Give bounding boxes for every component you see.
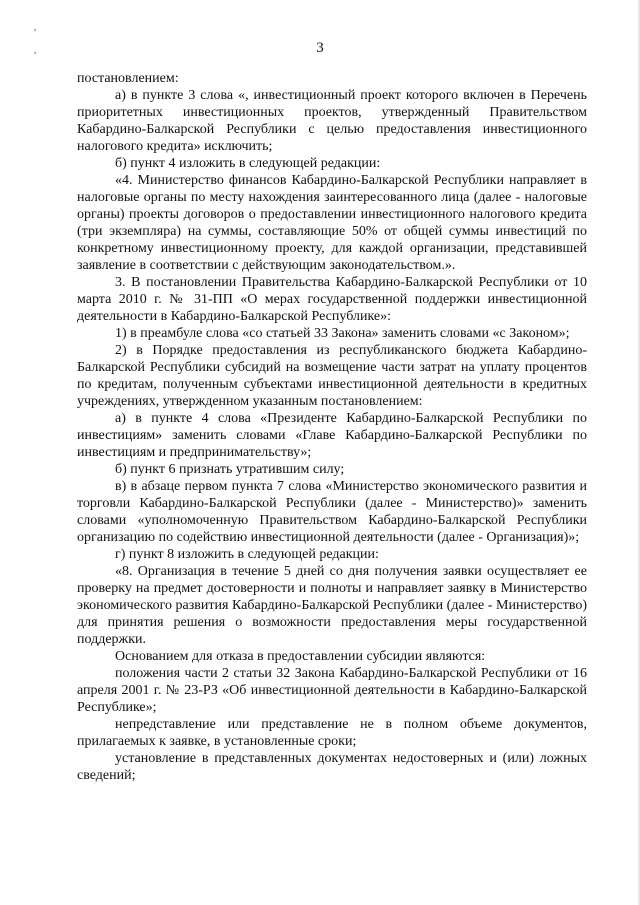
paragraph: б) пункт 4 изложить в следующей редакции:: [115, 156, 381, 171]
paragraph: г) пункт 8 изложить в следующей редакции:: [115, 547, 379, 562]
paragraph: непредставление или представление не в полном объеме документов, прилагаемых к заявке, в установленные сроки;: [77, 717, 587, 749]
paragraph: постановлением:: [77, 71, 179, 86]
paragraph: а) в пункте 3 слова «, инвестиционный проект которого включен в Перечень приоритетных инвестиционных проектов, утвержденный Правительством Кабардино-Балкарской Республики с целью предоставления инвестиционного налогового кредита» исключить;: [77, 88, 587, 154]
page-number: 3: [316, 40, 324, 56]
paragraph: «8. Организация в течение 5 дней со дня получения заявки осуществляет ее проверку на предмет достоверности и полноты и направляет заявку в Министерство экономического развития Кабардино-Балкарской Республики (далее - Министерство) для принятия решения о возможности предоставления меры государственной поддержки.: [77, 564, 587, 647]
margin-mark: ,: [34, 45, 37, 55]
paragraph: 1) в преамбуле слова «со статьей 33 Закона» заменить словами «с Законом»;: [115, 326, 570, 341]
paragraph: «4. Министерство финансов Кабардино-Балкарской Республики направляет в налоговые органы по месту нахождения заинтересованного лица (далее - налоговые органы) проекты договоров о предоставлении инвестиционного налогового кредита (три экземпляра) на суммы, составляющие 50% от общей суммы инвестиций по конкретному инвестиционному проекту, для каждой организации, представившей заявление в соответствии с действующим законодательством.».: [77, 173, 587, 273]
paragraph: в) в абзаце первом пункта 7 слова «Министерство экономического развития и торговли Кабардино-Балкарской Республики (далее - Министерство)» заменить словами «уполномоченную Правительством Кабардино-Балкарской Республики организацию по содействию инвестиционной деятельности (далее - Организация)»;: [77, 479, 587, 545]
paragraph: б) пункт 6 признать утратившим силу;: [115, 462, 345, 477]
paragraph: установление в представленных документах недостоверных и (или) ложных сведений;: [77, 751, 587, 783]
paragraph: 2) в Порядке предоставления из республиканского бюджета Кабардино-Балкарской Республики субсидий на возмещение части затрат на уплату процентов по кредитам, полученным субъектами инвестиционной деятельности в кредитных учреждениях, утвержденном указанным постановлением:: [77, 343, 587, 409]
paragraph: 3. В постановлении Правительства Кабардино-Балкарской Республики от 10 марта 2010 г. № 31-ПП «О мерах государственной поддержки инвестиционной деятельности в Кабардино-Балкарской Республике»:: [77, 275, 587, 324]
margin-mark: ,: [34, 22, 37, 32]
paragraph: Основанием для отказа в предоставлении субсидии являются:: [115, 649, 486, 664]
document-body: [77, 70, 587, 784]
paragraph: а) в пункте 4 слова «Президенте Кабардино-Балкарской Республики по инвестициям» заменить словами «Главе Кабардино-Балкарской Республики по инвестициям и предпринимательству»;: [77, 411, 587, 460]
paragraph: положения части 2 статьи 32 Закона Кабардино-Балкарской Республики от 16 апреля 2001 г. № 23-РЗ «Об инвестиционной деятельности в Кабардино-Балкарской Республике»;: [77, 666, 587, 715]
